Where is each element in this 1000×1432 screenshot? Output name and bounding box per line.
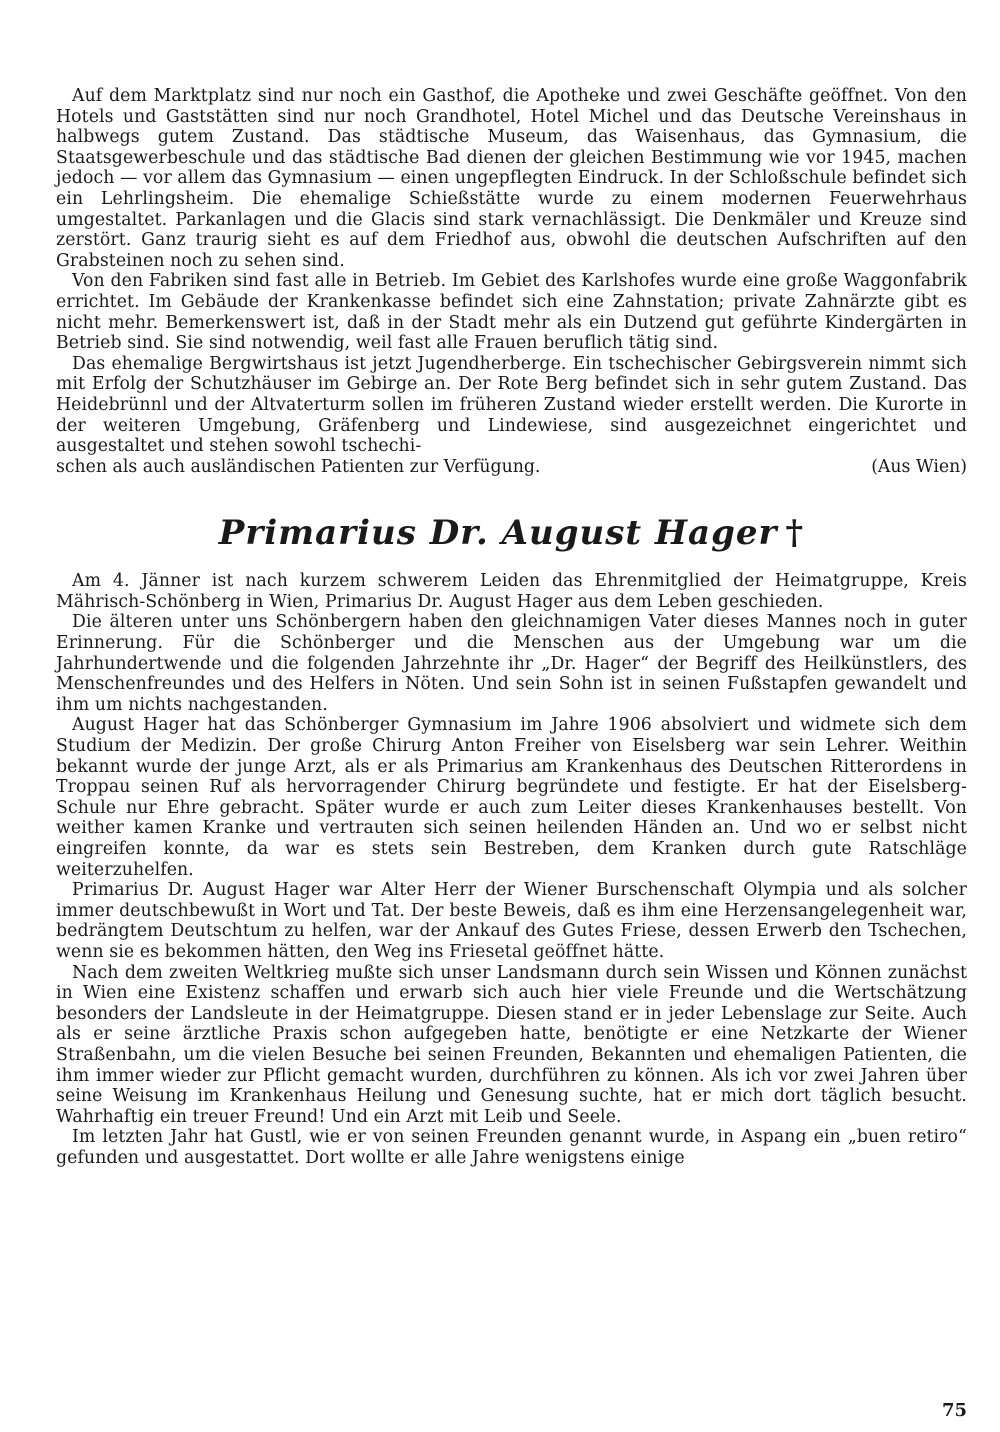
obituary-paragraph-2: Die älteren unter uns Schönbergern haben den gleichnamigen Vater dieses Mannes noch in guter Erinnerung. Für die Schönberger und die Menschen aus der Umgebung war um die Jahrhundertwende und die folgenden Jahrzehnte ihr „Dr. Hager“ der Begriff des Heilkünstlers, des Menschenfreundes und des Helfers in Nöten. Und sein Sohn ist in seinen Fußstapfen gewandelt und ihm um nichts nachgestanden. [56, 612, 967, 715]
obituary-heading [56, 511, 967, 555]
article1-last-line: schen als auch ausländischen Patienten zur Verfügung. [56, 456, 541, 477]
obituary-paragraph-6: Im letzten Jahr hat Gustl, wie er von seinen Freunden genannt wurde, in Aspang ein „buen retiro“ gefunden und ausgestattet. Dort wollte er alle Jahre wenigstens einige [56, 1127, 967, 1168]
obituary-paragraph-3: August Hager hat das Schönberger Gymnasium im Jahre 1906 absolviert und widmete sich dem Studium der Medizin. Der große Chirurg Anton Freiher von Eiselsberg war sein Lehrer. Weithin bekannt wurde der junge Arzt, als er als Primarius am Krankenhaus des Deutschen Ritterordens in Troppau seinen Ruf als hervorragender Chirurg begründete und festigte. Er hat der Eiselsberg-Schule nur Ehre gebracht. Später wurde er auch zum Leiter dieses Krankenhauses bestellt. Von weither kamen Kranke und vertrauten sich seinen heilenden Händen an. Und wo er selbst nicht eingreifen konnte, da war es stets sein Bestreben, dem Kranken durch gute Ratschläge weiterzuhelfen. [56, 715, 967, 880]
obituary-paragraph-1: Am 4. Jänner ist nach kurzem schwerem Leiden das Ehrenmitglied der Heimatgruppe, Kreis Mährisch-Schönberg in Wien, Primarius Dr. August Hager aus dem Leben geschieden. [56, 571, 967, 612]
article1-paragraph-2: Von den Fabriken sind fast alle in Betrieb. Im Gebiet des Karlshofes wurde eine große Waggonfabrik errichtet. Im Gebäude der Krankenkasse befindet sich eine Zahnstation; private Zahnärzte gibt es nicht mehr. Bemerkenswert ist, daß in der Stadt mehr als ein Dutzend gut geführte Kindergärten in Betrieb sind. Sie sind notwendig, weil fast alle Frauen beruflich tätig sind. [56, 271, 967, 354]
obituary-paragraph-5: Nach dem zweiten Weltkrieg mußte sich unser Landsmann durch sein Wissen und Können zunächst in Wien eine Existenz schaffen und erwarb sich auch hier viele Freunde und die Wertschätzung besonders der Landsleute in der Heimatgruppe. Diesen stand er in jeder Lebenslage zur Seite. Auch als er seine ärztliche Praxis schon aufgegeben hatte, benötigte er eine Netzkarte der Wiener Straßenbahn, um die vielen Besuche bei seinen Freunden, Bekannten und ehemaligen Patienten, die ihm immer wieder zur Pflicht gemacht wurden, durchführen zu können. Als ich vor zwei Jahren über seine Weisung im Krankenhaus Heilung und Genesung suchte, hat er mich dort täglich besucht. Wahrhaftig ein treuer Freund! Und ein Arzt mit Leib und Seele. [56, 962, 967, 1127]
obituary-heading-text: Primarius Dr. August Hager [218, 513, 778, 554]
obituary-paragraph-4: Primarius Dr. August Hager war Alter Herr der Wiener Burschenschaft Olympia und als solcher immer deutschbewußt in Wort und Tat. Der beste Beweis, daß es ihm eine Herzensangelegenheit war, bedrängtem Deutschtum zu helfen, war der Ankauf des Gutes Friese, dessen Erwerb den Tschechen, wenn sie es bekommen hätten, den Weg ins Friesetal geöffnet hätte. [56, 880, 967, 962]
article1-paragraph-3: Das ehemalige Bergwirtshaus ist jetzt Jugendherberge. Ein tschechischer Gebirgsverein nimmt sich mit Erfolg der Schutzhäuser im Gebirge an. Der Rote Berg befindet sich in sehr gutem Zustand. Das Heidebrünnl und der Altvaterturm sollen im früheren Zustand wieder erstellt werden. Die Kurorte in der weiteren Umgebung, Gräfenberg und Lindewiese, sind ausgezeichnet eingerichtet und ausgestaltet und stehen sowohl tschechi- [56, 353, 967, 457]
article1-source: (Aus Wien) [871, 456, 967, 477]
article1-closing-line [56, 457, 967, 478]
page-number: 75 [941, 1400, 967, 1421]
article1-paragraph-1: Auf dem Marktplatz sind nur noch ein Gasthof, die Apotheke und zwei Geschäfte geöffnet. Von den Hotels und Gaststätten sind nur noch Grandhotel, Hotel Michel und das Deutsche Vereinshaus in halbwegs gutem Zustand. Das städtische Museum, das Waisenhaus, das Gymnasium, die Staatsgewerbeschule und das städtische Bad dienen der gleichen Bestimmung wie vor 1945, machen jedoch — vor allem das Gymnasium — einen ungepflegten Eindruck. In der Schloßschule befindet sich ein Lehrlingsheim. Die ehemalige Schießstätte wurde zu einem modernen Feuerwehrhaus umgestaltet. Parkanlagen und die Glacis sind stark vernachlässigt. Die Denkmäler und Kreuze sind zerstört. Ganz traurig sieht es auf dem Friedhof aus, obwohl die deutschen Aufschriften auf den Grabsteinen noch zu sehen sind. [56, 86, 967, 271]
cross-icon: † [785, 513, 805, 554]
